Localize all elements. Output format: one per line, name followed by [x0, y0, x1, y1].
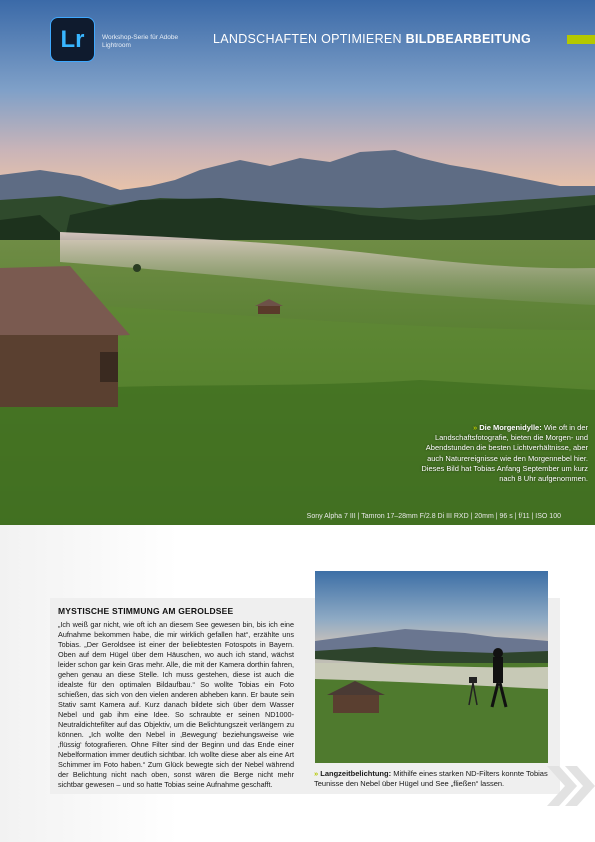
photo-caption	[314, 769, 554, 789]
hero-caption-lead: Die Morgenidylle:	[479, 423, 542, 432]
chevron-marker-icon: »	[472, 423, 478, 432]
title-bold: BILDBEARBEITUNG	[405, 32, 531, 46]
title-light: LANDSCHAFTEN OPTIMIEREN	[213, 32, 402, 46]
exif-info: Sony Alpha 7 III | Tamron 17–28mm F/2.8 Di III RXD | 20mm | 96 s | f/11 | ISO 100	[306, 513, 561, 520]
header-accent-bar	[567, 35, 595, 44]
photographer-landscape-image	[315, 571, 548, 763]
next-page-chevron-icon	[545, 762, 595, 810]
chevron-marker-icon: »	[314, 769, 319, 778]
secondary-photo	[315, 571, 548, 763]
series-label: Workshop-Serie für Adobe Lightroom	[102, 34, 179, 49]
article-body: „Ich weiß gar nicht, wie oft ich an diesem See gewesen bin, bis ich eine Aufnahme bekommen habe, die mir wirklich gefallen hat“, erzählte uns Tobias. „Der Geroldsee ist einer der beliebtesten Fotospots in Bayern. Oben auf dem Hügel über dem Häuschen, wo auch ich stand, wächst leider schon gar kein Gras mehr. Alle, die mit der Kamera dorthin fahren, gehen genau an diese Stelle. Ich muss gestehen, diese ist auch die idealste für den optimalen Bildaufbau.“ So wollte Tobias ein Foto schießen, das sich von den vielen anderen abheben kann. Er baute sein Stativ samt Kamera auf. Kurz danach bildete sich über dem Wasser Nebel und gab ihm eine Idee. So schraubte er seinen ND1000-Neutraldichtefilter auf das Objektiv, um die Belichtungszeit verlängern zu können. „Ich wollte den Nebel in ‚Bewegung‘ beziehungsweise wie ‚flüssig‘ fotografieren. Ohne Filter sind der Beginn und das Ende einer Nebelformation immer deutlich sichtbar. Ich wollte diese aber als eine Art Schimmer im Foto haben.“ Zum Glück bewegte sich der Nebel während der Belichtung nicht nach oben, sonst wären die Berge nicht mehr sichtbar gewesen – und so hatte Tobias seine Aufnahme geschafft.	[58, 620, 294, 789]
lightroom-logo	[50, 17, 95, 62]
page-title	[213, 32, 531, 46]
logo-text: Lr	[60, 25, 85, 53]
article	[58, 606, 294, 790]
hero-caption-text: Wie oft in der Landschaftsfotografie, bieten die Morgen- und Abendstunden die besten Lichtverhältnisse, aber auch Naturereignisse wie den Morgennebel hier. Dieses Bild hat Tobias Anfang September um kurz nach 8 Uhr aufgenommen.	[421, 423, 588, 484]
article-heading: MYSTISCHE STIMMUNG AM GEROLDSEE	[58, 606, 234, 616]
photo-caption-lead: Langzeitbelichtung:	[320, 769, 392, 778]
hero-caption	[420, 423, 588, 484]
photo-caption-text: Mithilfe eines starken ND-Filters konnte Tobias Teunisse den Nebel über Hügel und See „fließen“ lassen.	[314, 769, 548, 788]
